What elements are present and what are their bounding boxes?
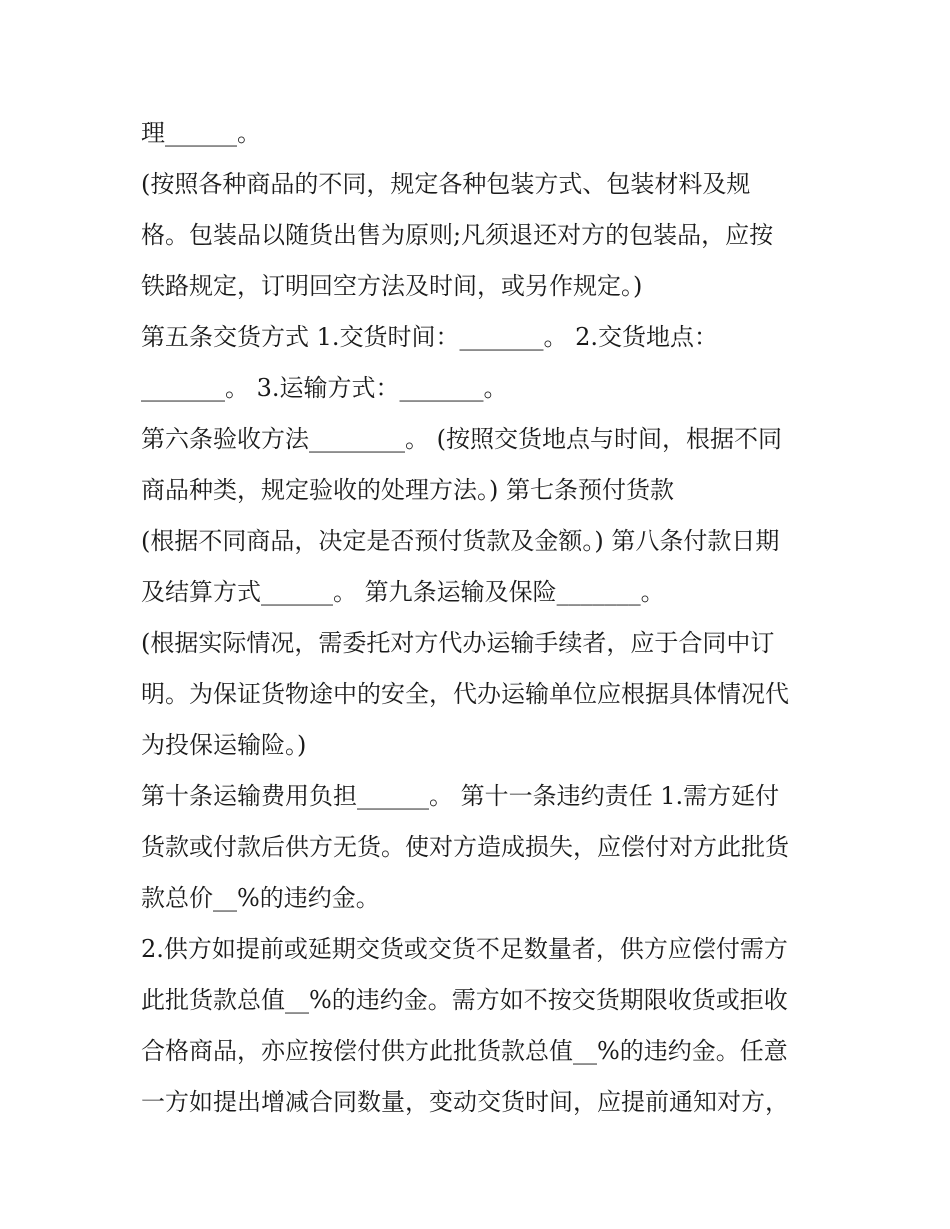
- text-line: 为投保运输险。): [141, 731, 307, 759]
- text-line: 格。包装品以随货出售为原则;凡须退还对方的包装品，应按: [141, 221, 774, 249]
- text-line: 铁路规定，订明回空方法及时间，或另作规定。): [141, 272, 643, 300]
- contract-text-body: [141, 108, 831, 1128]
- text-line: 一方如提出增减合同数量，变动交货时间，应提前通知对方，: [141, 1088, 789, 1116]
- text-line: (根据实际情况，需委托对方代办运输手续者，应于合同中订: [141, 629, 775, 657]
- text-line: 商品种类，规定验收的处理方法。) 第七条预付货款: [141, 476, 674, 504]
- text-line: _______。 3.运输方式：_______。: [141, 374, 508, 402]
- text-line: 第六条验收方法________。 (按照交货地点与时间，根据不同: [141, 425, 782, 453]
- text-line: 理______。: [141, 119, 261, 147]
- text-line: 合格商品，亦应按偿付供方此批货款总值__%的违约金。任意: [141, 1037, 788, 1065]
- text-line: 此批货款总值__%的违约金。需方如不按交货期限收货或拒收: [141, 986, 788, 1014]
- text-line: 货款或付款后供方无货。使对方造成损失，应偿付对方此批货: [141, 833, 789, 861]
- text-line: (根据不同商品，决定是否预付货款及金额。) 第八条付款日期: [141, 527, 780, 555]
- text-line: 第五条交货方式 1.交货时间：_______。 2.交货地点：: [141, 323, 719, 351]
- text-line: 第十条运输费用负担______。 第十一条违约责任 1.需方延付: [141, 782, 780, 810]
- text-line: (按照各种商品的不同，规定各种包装方式、包装材料及规: [141, 170, 751, 198]
- text-line: 明。为保证货物途中的安全，代办运输单位应根据具体情况代: [141, 680, 789, 708]
- text-line: 2.供方如提前或延期交货或交货不足数量者，供方应偿付需方: [141, 935, 788, 963]
- text-line: 及结算方式______。 第九条运输及保险_______。: [141, 578, 665, 606]
- text-line: 款总价__%的违约金。: [141, 884, 380, 912]
